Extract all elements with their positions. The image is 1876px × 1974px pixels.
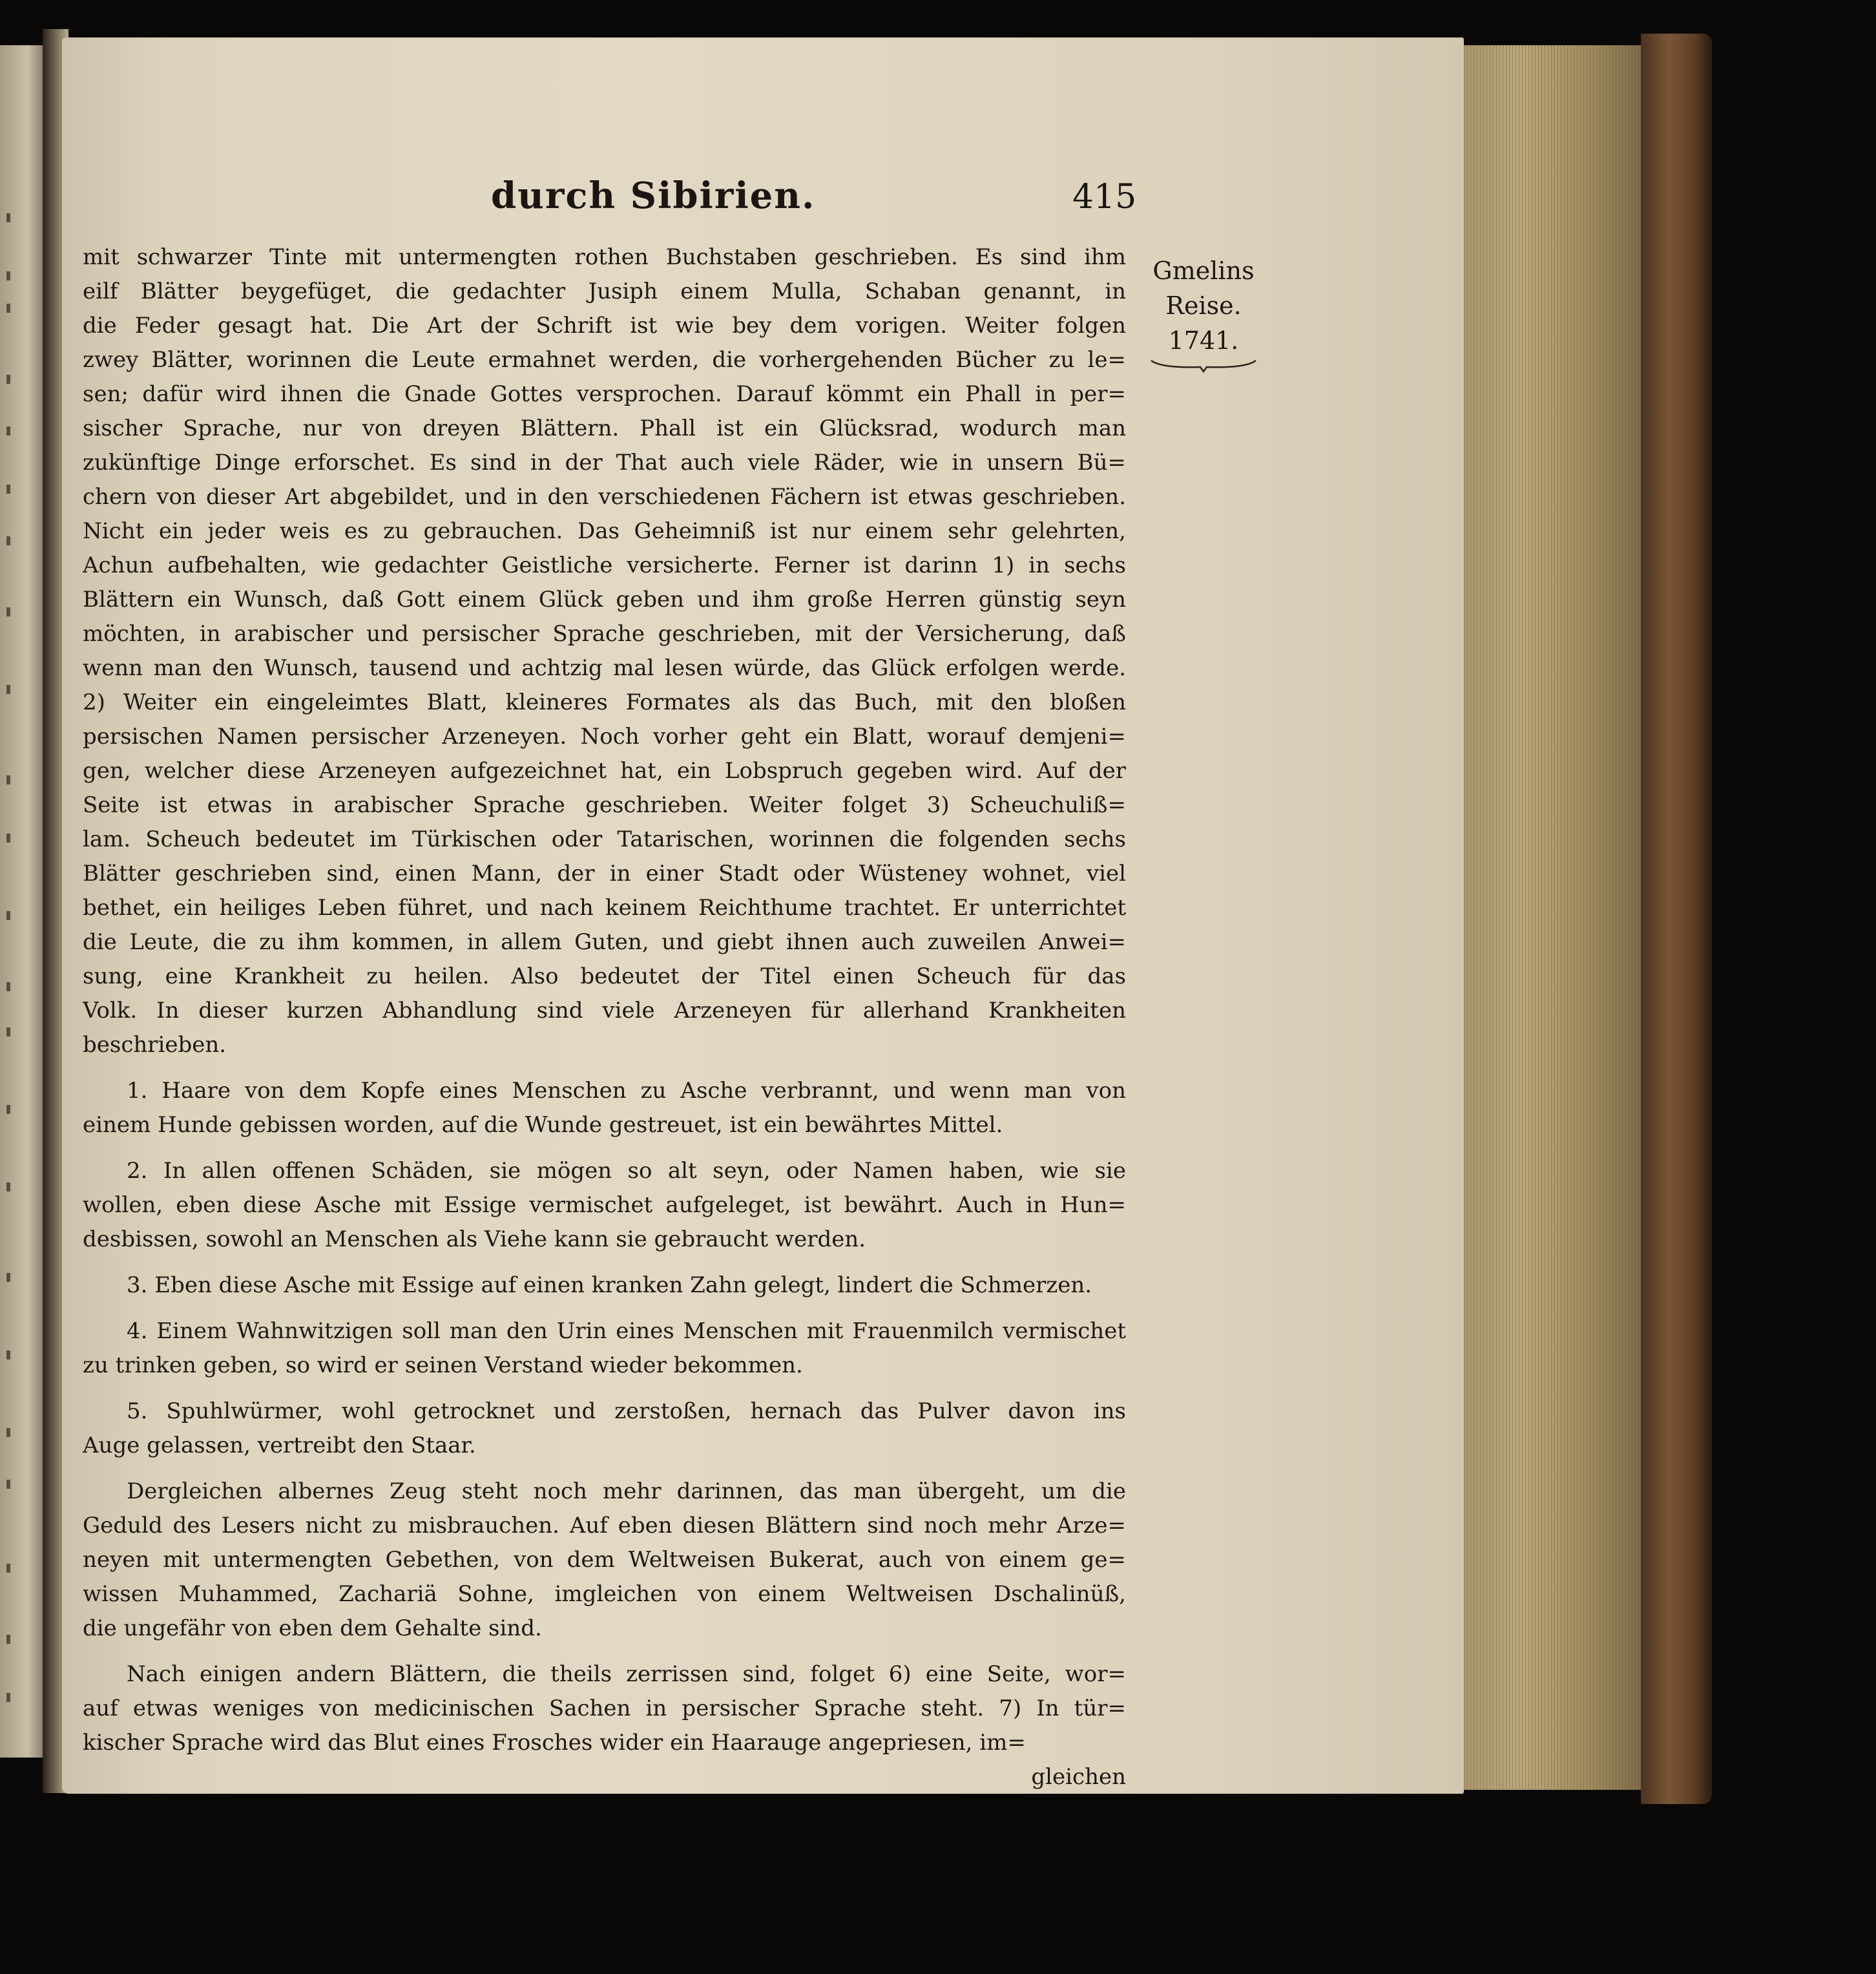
text-line: die ungefähr von eben dem Gehalte sind.: [83, 1615, 542, 1641]
left-page-fragment: [6, 1182, 10, 1192]
text-line: zukünftige Dinge erforschet. Es sind in der That auch viele Räder, wie in unsern Bü=: [83, 450, 1126, 476]
text-line: 2. In allen offenen Schäden, sie mögen so alt seyn, oder Namen haben, wie sie: [127, 1158, 1126, 1184]
text-line: kischer Sprache wird das Blut eines Frosches wider ein Haarauge angepriesen, im=: [83, 1730, 1026, 1756]
text-line: 4. Einem Wahnwitzigen soll man den Urin eines Menschen mit Frauenmilch vermischet: [127, 1318, 1126, 1344]
text-line: beschrieben.: [83, 1032, 227, 1058]
paragraph: [83, 1154, 1126, 1257]
left-page-fragment: [6, 1105, 10, 1114]
text-line: bethet, ein heiliges Leben führet, und nach keinem Reichthume trachtet. Er unterrichtet: [83, 895, 1126, 921]
text-line: Dergleichen albernes Zeug steht noch mehr darinnen, das man übergeht, um die: [127, 1478, 1126, 1504]
paragraph: [83, 1475, 1126, 1646]
paragraph: [83, 1268, 1126, 1303]
left-page-fragment: [6, 271, 10, 280]
text-line: wollen, eben diese Asche mit Essige vermischet aufgeleget, ist bewährt. Auch in Hun=: [83, 1192, 1126, 1218]
text-line: mit schwarzer Tinte mit untermengten rothen Buchstaben geschrieben. Es sind ihm: [83, 244, 1126, 270]
text-line: Geduld des Lesers nicht zu misbrauchen. Auf eben diesen Blättern sind noch mehr Arze=: [83, 1513, 1126, 1538]
left-page-fragment: [6, 1635, 10, 1644]
page-edges: [1451, 45, 1645, 1790]
left-page-fragment: [6, 213, 10, 222]
left-page-text-fragments: [3, 213, 28, 1751]
text-line: gen, welcher diese Arzeneyen aufgezeichnet hat, ein Lobspruch gegeben wird. Auf der: [83, 758, 1126, 784]
text-line: 1. Haare von dem Kopfe eines Menschen zu Asche verbrannt, und wenn man von: [127, 1078, 1126, 1104]
paragraph: [83, 1394, 1126, 1463]
left-page-fragment: [6, 834, 10, 843]
text-line: eilf Blätter beygefüget, die gedachter Jusiph einem Mulla, Schaban genannt, in: [83, 278, 1126, 304]
text-line: lam. Scheuch bedeutet im Türkischen oder Tatarischen, worinnen die folgenden sechs: [83, 826, 1126, 852]
text-line: desbissen, sowohl an Menschen als Viehe kann sie gebraucht werden.: [83, 1226, 866, 1252]
left-page-fragment: [6, 1693, 10, 1702]
paragraph: [83, 1314, 1126, 1383]
left-page-fragment: [6, 485, 10, 494]
text-line: zwey Blätter, worinnen die Leute ermahnet werden, die vorhergehenden Bücher zu le=: [83, 347, 1126, 373]
margin-note-line: 1741.: [1168, 326, 1239, 355]
page-number: 415: [1072, 178, 1137, 216]
paragraph: [83, 240, 1126, 1062]
left-page-fragment: [6, 536, 10, 545]
left-page-fragment: [6, 911, 10, 920]
text-line: auf etwas weniges von medicinischen Sachen in persischer Sprache steht. 7) In tür=: [83, 1696, 1126, 1721]
left-page-fragment: [6, 1564, 10, 1573]
book-cover-edge: [1641, 34, 1712, 1804]
text-line: Achun aufbehalten, wie gedachter Geistliche versicherte. Ferner ist darinn 1) in sechs: [83, 552, 1126, 578]
text-line: neyen mit untermengten Gebethen, von dem Weltweisen Bukerat, auch von einem ge=: [83, 1547, 1126, 1573]
left-page-fragment: [6, 1428, 10, 1437]
text-line: Nicht ein jeder weis es zu gebrauchen. Das Geheimniß ist nur einem sehr gelehrten,: [83, 518, 1126, 544]
margin-note-line: Gmelins: [1152, 257, 1255, 285]
running-head: durch Sibirien.: [491, 174, 816, 217]
text-line: zu trinken geben, so wird er seinen Verstand wieder bekommen.: [83, 1352, 803, 1378]
text-line: chern von dieser Art abgebildet, und in den verschiedenen Fächern ist etwas geschrieben.: [83, 484, 1126, 510]
text-line: Blätter geschrieben sind, einen Mann, der in einer Stadt oder Wüsteney wohnet, viel: [83, 861, 1126, 887]
margin-note-line: Reise.: [1165, 291, 1242, 320]
text-line: 5. Spuhlwürmer, wohl getrocknet und zerstoßen, hernach das Pulver davon ins: [127, 1398, 1126, 1424]
text-line: Blättern ein Wunsch, daß Gott einem Glück geben und ihm große Herren günstig seyn: [83, 587, 1126, 613]
text-line: sischer Sprache, nur von dreyen Blättern. Phall ist ein Glücksrad, wodurch man: [83, 415, 1126, 441]
text-line: wenn man den Wunsch, tausend und achtzig mal lesen würde, das Glück erfolgen werde.: [83, 655, 1126, 681]
text-line: die Leute, die zu ihm kommen, in allem Guten, und giebt ihnen auch zuweilen Anwei=: [83, 929, 1126, 955]
text-line: Seite ist etwas in arabischer Sprache geschrieben. Weiter folget 3) Scheuchuliß=: [83, 792, 1126, 818]
left-page-fragment: [6, 1273, 10, 1282]
text-line: sen; dafür wird ihnen die Gnade Gottes versprochen. Darauf kömmt ein Phall in per=: [83, 381, 1126, 407]
text-line: persischen Namen persischer Arzeneyen. Noch vorher geht ein Blatt, worauf demjeni=: [83, 724, 1126, 750]
left-page-fragment: [6, 426, 10, 436]
text-line: 2) Weiter ein eingeleimtes Blatt, kleineres Formates als das Buch, mit den bloßen: [83, 689, 1126, 715]
left-page-fragment: [6, 982, 10, 991]
text-line: 3. Eben diese Asche mit Essige auf einen kranken Zahn gelegt, lindert die Schmerzen.: [127, 1272, 1092, 1298]
left-page-fragment: [6, 304, 10, 313]
body-text: [83, 240, 1126, 1794]
paragraph: [83, 1074, 1126, 1142]
left-page-fragment: [6, 607, 10, 616]
text-line: Volk. In dieser kurzen Abhandlung sind viele Arzeneyen für allerhand Krankheiten: [83, 998, 1126, 1024]
left-page-fragment: [6, 685, 10, 694]
left-page-fragment: [6, 775, 10, 784]
text-line: einem Hunde gebissen worden, auf die Wunde gestreuet, ist ein bewährtes Mittel.: [83, 1112, 1003, 1138]
text-line: Auge gelassen, vertreibt den Staar.: [83, 1433, 476, 1458]
text-line: die Feder gesagt hat. Die Art der Schrift ist wie bey dem vorigen. Weiter folgen: [83, 313, 1126, 339]
text-line: sung, eine Krankheit zu heilen. Also bedeutet der Titel einen Scheuch für das: [83, 963, 1126, 989]
left-page-fragment: [6, 375, 10, 384]
margin-brace-ornament: [1149, 358, 1258, 373]
left-page-fragment: [6, 1350, 10, 1360]
text-line: wissen Muhammed, Zachariä Sohne, imgleichen von einem Weltweisen Dschalinüß,: [83, 1581, 1126, 1607]
paragraph: [83, 1657, 1126, 1760]
left-page-fragment: [6, 1480, 10, 1489]
left-page-fragment: [6, 1027, 10, 1036]
text-line: Nach einigen andern Blättern, die theils zerrissen sind, folget 6) eine Seite, wor=: [127, 1661, 1126, 1687]
catchword: gleichen: [1031, 1764, 1126, 1790]
margin-note: [1142, 253, 1265, 373]
text-line: möchten, in arabischer und persischer Sprache geschrieben, mit der Versicherung, daß: [83, 621, 1126, 647]
